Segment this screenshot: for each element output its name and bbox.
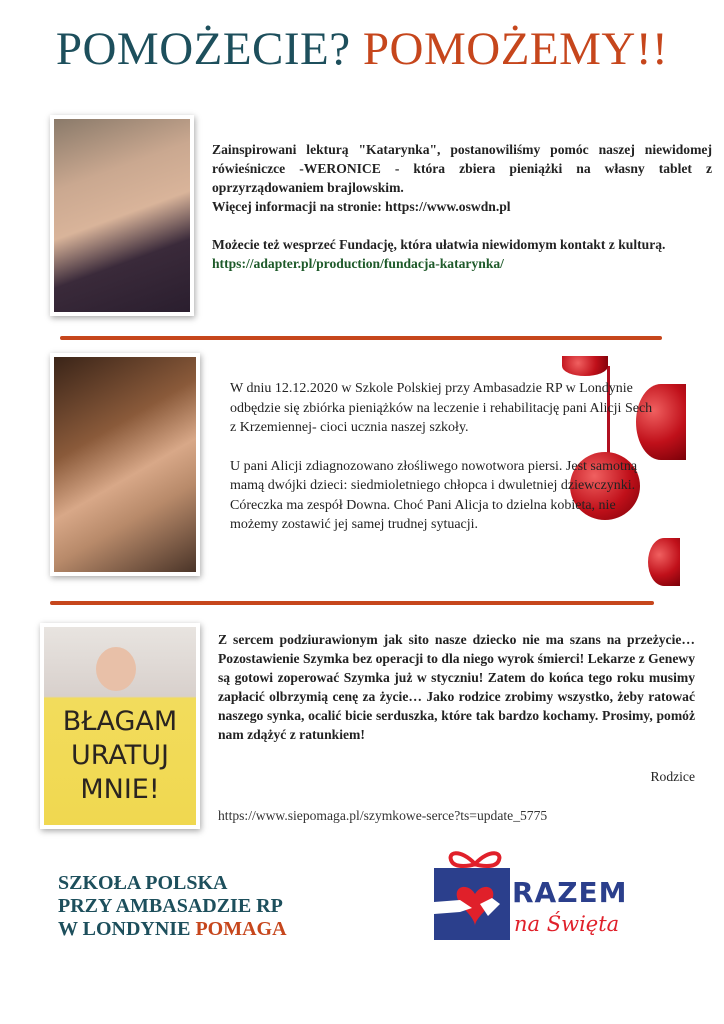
signature: Rodzice [650,769,695,784]
section1-paragraph1: Zainspirowani lekturą "Katarynka", postanowiliśmy pomóc naszej niewidomej rówieśniczce -WERONICE - która zbiera pieniążki na własny tablet z oprzyrządowaniem brajlowskim. [212,142,712,195]
gift-heart-icon [430,846,520,942]
logo-na-swieta: na Święta [514,912,620,936]
section2-text [230,379,660,535]
divider [60,336,662,340]
logo-razem: RAZEM [512,876,628,909]
section2-paragraph1: W dniu 12.12.2020 w Szkole Polskiej przy Ambasadzie RP w Londynie odbędzie się zbiórka pieniążków na leczenie i rehabilitację pani Alicji Sech z Krzemiennej- cioci ucznia naszej szkoły. [230,381,653,435]
section1-paragraph2: Możecie też wesprzeć Fundację, która ułatwia niewidomym kontakt z kulturą. [212,237,666,252]
title-part1: POMOŻECIE? [55,23,351,75]
section3-paragraph: Z sercem podziurawionym jak sito nasze dziecko nie ma szans na przeżycie… Pozostawienie Szymka bez operacji to dla niego wyrok śmierci! Lekarze z Genewy są gotowi zoperować Szymka już w styczniu! Zatem do końca tego roku musimy zapłacić olbrzymią cenę za życie… Jako rodzice zrobimy wszystko, żeby ratować naszego synka, ocalić bicie serduszka, które tak bardzo kochamy. Prosimy, pomóż nam zdążyć z ratunkiem! [218,632,695,742]
photo-girl [50,115,194,316]
bauble [648,538,680,586]
footer-line2: PRZY AMBASADZIE RP [58,895,283,917]
siepomaga-link[interactable]: https://www.siepomaga.pl/szymkowe-serce?ts=update_5775 [218,808,548,823]
bauble [562,356,608,376]
photo-boy-sign [40,623,200,829]
title-part2: POMOŻEMY!! [362,23,669,75]
sign-text: BŁAGAM URATUJ MNIE! [62,706,178,805]
section1-more-info[interactable]: Więcej informacji na stronie: https://www.oswdn.pl [212,199,511,214]
school-name [58,872,287,941]
footer-highlight: POMAGA [195,918,287,940]
section2-paragraph2: U pani Alicji zdiagnozowano złośliwego nowotwora piersi. Jest samotną mamą dwójki dzieci: siedmioletniego chłopca i dwuletniej dziewczynki. Córeczka ma zespół Downa. Choć Pani Alicja to dzielna kobieta, nie możemy zostawić jej samej trudnej sytuacji. [230,458,638,532]
boy-face [96,647,136,691]
page-title [0,22,724,76]
footer-line3: W LONDYNIE [58,918,191,940]
razem-logo [430,846,640,946]
footer-line1: SZKOŁA POLSKA [58,872,228,894]
section3-text [218,630,695,744]
divider [50,601,654,605]
photo-woman [50,353,200,576]
foundation-link[interactable]: https://adapter.pl/production/fundacja-katarynka/ [212,256,504,271]
section1-text [212,140,712,273]
